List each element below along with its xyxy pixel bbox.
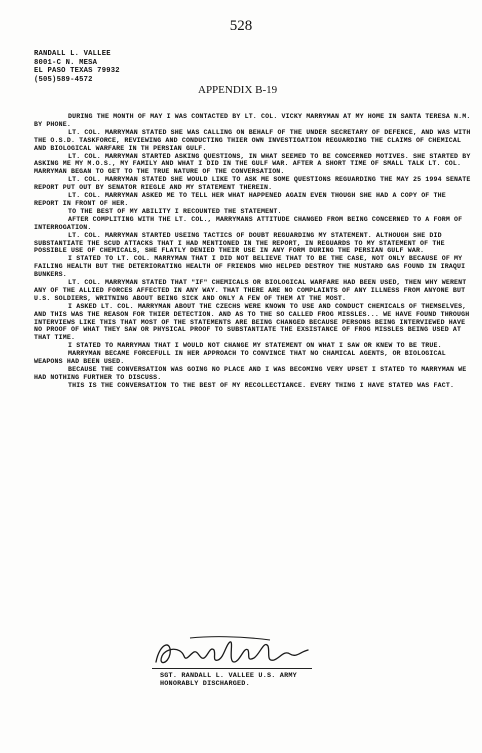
signature-block [160, 672, 297, 689]
sender-address [34, 50, 120, 84]
sender-phone: (505)589-4572 [34, 75, 93, 84]
paragraph: THIS IS THE CONVERSATION TO THE BEST OF MY RECOLLECTIANCE. EVERY THING I HAVE STATED WAS FACT. [68, 381, 455, 389]
handwritten-signature [150, 632, 320, 672]
paragraph: LT. COL. MARRYMAN ASKED ME TO TELL HER WHAT HAPPENED AGAIN EVEN THOUGH SHE HAD A COPY OF THE REPORT IN FRONT OF HER. [34, 192, 446, 207]
page-number: 528 [229, 18, 253, 34]
paragraph: LT. COL. MARRYMAN STATED SHE WOULD LIKE TO ASK ME SOME QUESTIONS REGUARDING THE MAY 25 1994 SENATE REPORT PUT OUT BY SENATOR RIEGLE AND MY STATEMENT THEREIN. [34, 176, 471, 192]
paragraph: TO THE BEST OF MY ABILITY I RECOUNTED THE STATEMENT. [68, 207, 282, 215]
paragraph: I STATED TO LT. COL. MARRYMAN THAT I DID NOT BELIEVE THAT TO BE THE CASE, NOT ONLY BECAUSE OF MY FAILING HEALTH BUT THE DETERIORATING HEALTH OF FRIENDS WHO HELPED DESTROY THE MUSTARD GAS FOUND IN IRAQUI BUNKERS. [34, 255, 466, 279]
signature-line [152, 668, 312, 669]
paragraph: MARRYMAN BECAME FORCEFULL IN HER APPROACH TO CONVINCE THAT NO CHAMICAL AGENTS, OR BIOLOGICAL WEAPONS HAD BEEN USED. [34, 350, 446, 366]
appendix-title: APPENDIX B-19 [198, 84, 278, 96]
sender-street: 8001-C N. MESA [34, 58, 98, 67]
letter-body [34, 113, 472, 390]
paragraph: LT. COL. MARRYMAN STATED THAT "IF" CHEMICALS OR BIOLOGICAL WARFARE HAD BEEN USED, THEN WHY WERENT ANY OF THE ALLIED FORCES AFFECTED IN ANY WAY. THAT THERE ARE NO COMPLAINTS OF ANY ILLNESS FROM ANYONE BUT U.S. SOLDIERS, WRITNING ABOUT BEING SICK AND ONLY A FEW OF THEM AT THE MOST. [34, 279, 467, 302]
signer-status: HONORABLY DISCHARGED. [160, 680, 250, 689]
signer-name: SGT. RANDALL L. VALLEE U.S. ARMY [160, 672, 297, 680]
paragraph: I ASKED LT. COL. MARRYMAN ABOUT THE CZECHS WERE KNOWN TO USE AND CONDUCT CHEMICALS OF THEMSELVES, AND THIS WAS THE REASON FOR THIER DETECTION. AND AS TO THE SO CALLED FROG MISSLES... WE HAVE FOUND THROUGH INTERVIEWS LIKE THIS THAT MOST OF THE STATEMENTS ARE BEING CHANGED BECAUSE PERSONS BEING INTERVIEWED HAVE NO PROOF OF WHAT THEY SAW OR PHYSICAL PROOF TO SUBSTANTIATE THE EXSISTANCE OF FROG MISSLES BEING USED AT THAT TIME. [34, 302, 470, 342]
paragraph: I STATED TO MARRYMAN THAT I WOULD NOT CHANGE MY STATEMENT ON WHAT I SAW OR KNEW TO BE TRUE. [68, 342, 442, 350]
paragraph: LT. COL. MARRYMAN STARTED ASKING QUESTIONS, IN WHAT SEEMED TO BE CONCERNED MOTIVES. SHE STARTED BY ASKING ME MY M.O.S., MY FAMILY AND WHAT I DID IN THE GULF WAR. AFTER A SHORT TIME OF SMALL TALK LT. COL. MARRYMAN BEGAN TO GET TO THE TRUE NATURE OF THE CONVERSATION. [34, 152, 471, 176]
paragraph: DURING THE MONTH OF MAY I WAS CONTACTED BY LT. COL. VICKY MARRYMAN AT MY HOME IN SANTA TERESA N.M. BY PHONE. [34, 113, 471, 128]
sender-city: EL PASO TEXAS 79932 [34, 67, 120, 76]
paragraph: BECAUSE THE CONVERSATION WAS GOING NO PLACE AND I WAS BECOMING VERY UPSET I STATED TO MARRYMAN WE HAD NOTHING FURTHER TO DISCUSS. [34, 366, 467, 381]
sender-name: RANDALL L. VALLEE [34, 50, 111, 58]
paragraph: AFTER COMPLITING WITH THE LT. COL., MARRYMANS ATTITUDE CHANGED FROM BEING CONCERNED TO A FORM OF INTERROGATION. [34, 215, 463, 231]
paragraph: LT. COL. MARRYMAN STATED SHE WAS CALLING ON BEHALF OF THE UNDER SECRETARY OF DEFENCE, AND WAS WITH THE O.S.D. TASKFORCE, REVIEWING AND CONDUCTING THIER OWN INVESTIGATION REGUARDING THE CLAIMS OF CHEMICAL AND BIOLOGICAL WARFARE IN TH PERSIAN GULF. [34, 128, 471, 152]
paragraph: LT. COL. MARRYMAN STARTED USEING TACTICS OF DOUBT REGUARDING MY STATEMENT. ALTHOUGH SHE DID SUBSTANTIATE THE SCUD ATTACKS THAT I HAD MENTIONED IN THE REPORT, IN REGUARDS TO MY STATEMENT OF THE POSSIBLE USE OF CHEMICALS, SHE FLATLY DENIED THEIR USE IN ANY FORM DURING THE PERSIAN GULF WAR. [34, 231, 445, 255]
